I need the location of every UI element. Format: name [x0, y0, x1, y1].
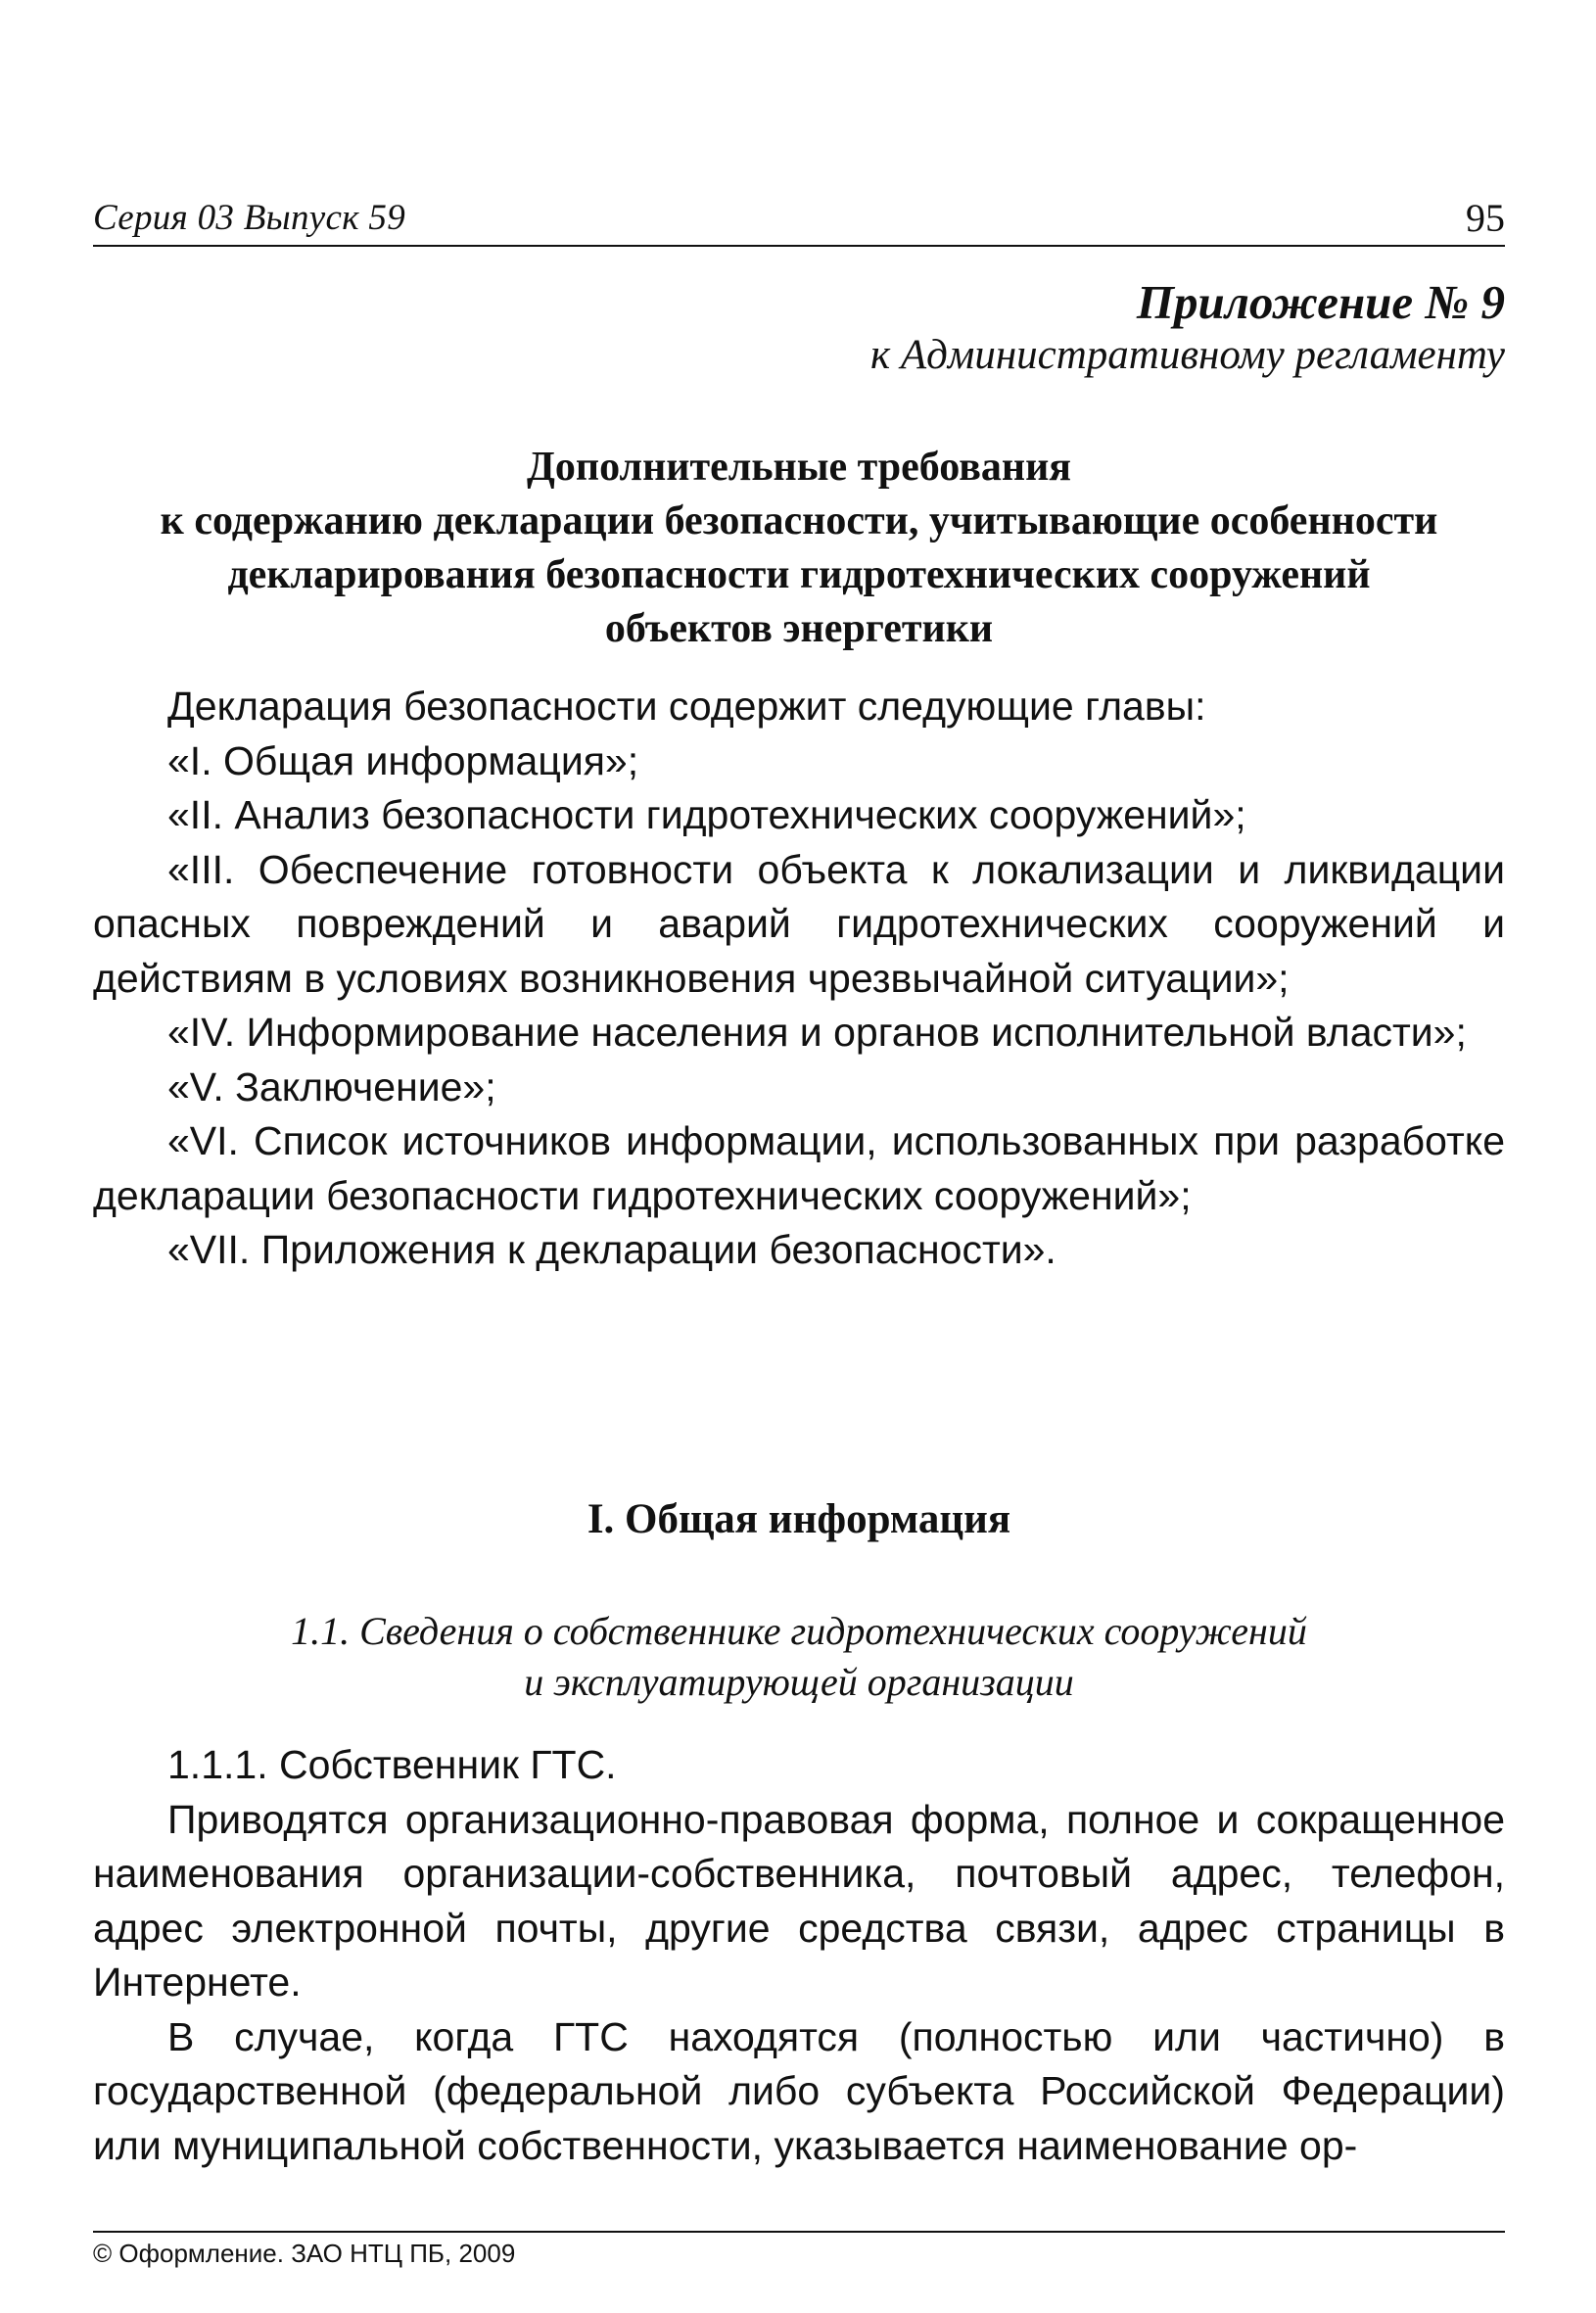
title-line: декларирования безопасности гидротехнических сооружений: [227, 552, 1371, 597]
title-line: к содержанию декларации безопасности, учитывающие особенности: [160, 498, 1438, 543]
title-line: объектов энергетики: [604, 606, 994, 651]
page-footer: [93, 2231, 1505, 2269]
paragraph: 1.1.1. Собственник ГТС.: [167, 1742, 617, 1787]
running-header: [93, 196, 1505, 247]
chapter-list: [93, 680, 1505, 1278]
paragraph: В случае, когда ГТС находятся (полностью или частично) в государственной (федеральной либо субъекта Российской Федерации) или муниципальной собственности, указывается наименование ор-: [93, 2013, 1505, 2168]
appendix-title: Приложение № 9: [1136, 275, 1505, 329]
chapter-item: «VI. Список источников информации, использованных при разработке декларации безопасности гидротехнических сооружений»;: [93, 1118, 1505, 1218]
chapter-item: «I. Общая информация»;: [167, 737, 639, 783]
paragraph: Приводятся организационно-правовая форма, полное и сокращенное наименования организации-собственника, почтовый адрес, телефон, адрес электронной почты, другие средства связи, адрес страницы в Интернете.: [93, 1796, 1505, 2005]
page-number: 95: [1466, 196, 1505, 240]
chapter-item: «VII. Приложения к декларации безопасности».: [167, 1227, 1056, 1272]
subsection-heading-line: 1.1. Сведения о собственнике гидротехнических сооружений: [291, 1609, 1307, 1653]
section-body: [93, 1738, 1505, 2173]
subsection-heading-line: и эксплуатирующей организации: [524, 1660, 1074, 1704]
chapter-item: «II. Анализ безопасности гидротехнических сооружений»;: [167, 792, 1246, 837]
chapter-item: «III. Обеспечение готовности объекта к локализации и ликвидации опасных повреждений и аварий гидротехнических сооружений и действиям в условиях возникновения чрезвычайной ситуации»;: [93, 846, 1505, 1001]
document-title: [93, 441, 1505, 656]
series-label: Серия 03 Выпуск 59: [93, 198, 406, 238]
section-heading: I. Общая информация: [587, 1496, 1011, 1542]
copyright-text: © Оформление. ЗАО НТЦ ПБ, 2009: [93, 2239, 516, 2268]
chapter-intro: Декларация безопасности содержит следующие главы:: [167, 684, 1206, 729]
chapter-item: «IV. Информирование населения и органов исполнительной власти»;: [167, 1010, 1467, 1055]
title-line: Дополнительные требования: [526, 445, 1072, 490]
chapter-item: «V. Заключение»;: [167, 1063, 496, 1109]
appendix-subtitle: к Административному регламенту: [870, 332, 1505, 378]
subsection-heading: [93, 1606, 1505, 1708]
